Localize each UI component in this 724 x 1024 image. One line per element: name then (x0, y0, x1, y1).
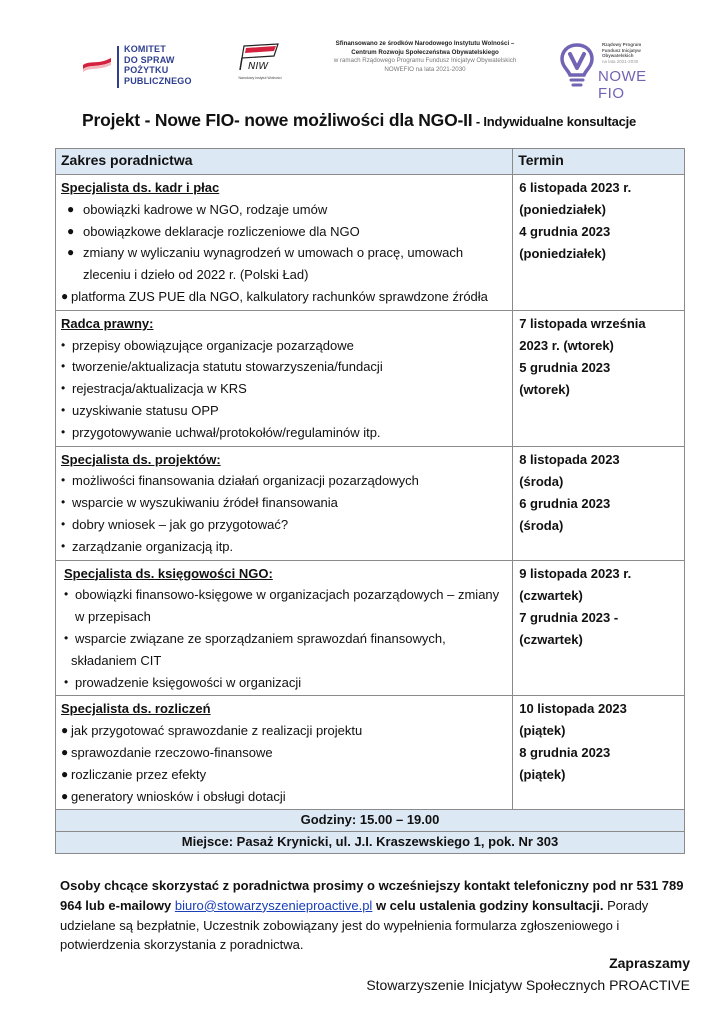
nowe-fio-logo (560, 40, 670, 102)
list-item: • możliwości finansowania działań organizacji pozarządowych (61, 470, 507, 492)
fio-small-line-2: Fundusz Inicjatyw (602, 47, 641, 53)
bullet-icon: ● (67, 245, 75, 260)
header-scope: Zakres poradnictwa (56, 149, 513, 175)
contact-paragraph (60, 876, 690, 955)
term-day: (środa) (519, 517, 564, 533)
term-day: (poniedziałek) (519, 246, 606, 261)
kdspp-line-1: KOMITET (124, 44, 166, 54)
term-date: 6 grudnia 2023 (519, 495, 611, 511)
list-item: ● generatory wniosków i obsługi dotacji (61, 786, 507, 808)
fio-wordmark: NOWE FIO (598, 68, 647, 102)
list-item: ● rozliczanie przez efekty (61, 764, 507, 786)
term-day: (poniedziałek) (519, 202, 606, 217)
scope-cell (56, 696, 513, 810)
table-row (56, 696, 685, 810)
term-date: 7 grudnia 2023 - (519, 609, 619, 625)
organization-name: Stowarzyszenie Inicjatyw Społecznych PROACTIVE (366, 977, 690, 993)
kdspp-line-3: POŻYTKU (124, 65, 169, 75)
email-link[interactable]: biuro@stowarzyszenieproactive.pl (174, 897, 373, 913)
bullet-icon: ● (67, 223, 75, 238)
term-day: (czwartek) (519, 631, 583, 647)
scope-cell (56, 310, 513, 446)
list-item: ● platforma ZUS PUE dla NGO, kalkulatory rachunków sprawdzone źródła (61, 286, 507, 308)
section-title: Specjalista ds. kadr i płac (61, 180, 220, 195)
bullet-icon: • (64, 630, 69, 645)
scope-cell (56, 175, 513, 311)
polish-flag-icon (82, 56, 112, 72)
kdspp-line-2: DO SPRAW (124, 54, 175, 65)
place-text: Miejsce: Pasaż Krynicki, ul. J.I. Kraszewskiego 1, pok. Nr 303 (56, 832, 685, 854)
bullet-icon: ● (67, 201, 75, 216)
niw-caption: Narodowy Instytut Wolności (238, 76, 282, 80)
fio-small-line-1: Rządowy Program (602, 42, 642, 47)
term-cell (513, 560, 685, 696)
list-item: ● jak przygotować sprawozdanie z realizacji projektu (61, 720, 507, 742)
term-date: 10 listopada 2023 (519, 701, 627, 717)
list-item: ● zmiany w wyliczaniu wynagrodzeń w umowach o pracę, umowach zleceniu i dzieło od 2022 r. (Polski Ład) (61, 242, 507, 286)
term-date: 6 listopada 2023 r. (519, 180, 632, 195)
section-title: Specjalista ds. księgowości NGO: (64, 565, 273, 581)
kdspp-line-4: PUBLICZNEGO (124, 75, 192, 86)
fio-small-line-3: Obywatelskich (602, 53, 634, 58)
page-title (82, 110, 636, 131)
table-row (56, 175, 685, 311)
bullet-icon: • (64, 587, 69, 602)
funding-line-2: Centrum Rozwoju Społeczeństwa Obywatelskiego (351, 48, 499, 56)
term-day: 2023 r. (wtorek) (519, 337, 614, 353)
list-item: • zarządzanie organizacją itp. (61, 536, 507, 558)
section-title: Specjalista ds. projektów: (61, 451, 221, 467)
list-item: • tworzenie/aktualizacja statutu stowarzyszenia/fundacji (61, 356, 507, 378)
term-date: 7 listopada września (519, 315, 646, 331)
funding-line-4: NOWEFIO na lata 2021-2030 (384, 65, 466, 73)
table-row (56, 560, 685, 696)
consultation-schedule-table (55, 148, 685, 854)
bullet-icon: • (61, 473, 66, 488)
bullet-icon: • (61, 359, 66, 374)
term-cell (513, 446, 685, 560)
contact-bold-1: Osoby chcące skorzystać z poradnictwa prosimy o wcześniejszy kontakt telefoniczny pod nr 531 789 964 lub e-mailowy (60, 878, 684, 913)
bullet-icon: • (61, 538, 66, 553)
list-item: • uzyskiwanie statusu OPP (61, 400, 507, 422)
hours-text: Godziny: 15.00 – 19.00 (56, 810, 685, 832)
bullet-icon: • (61, 337, 66, 352)
funding-line-3: w ramach Rządowego Programu Fundusz Inicjatyw Obywatelskich (333, 57, 517, 64)
sponsor-logos (0, 30, 724, 100)
hours-row (56, 810, 685, 832)
funding-line-1: Sfinansowano ze środków Narodowego Instytutu Wolności – (335, 40, 515, 47)
list-item: • prowadzenie księgowości w organizacji (61, 672, 507, 694)
contact-bold-2: w celu ustalenia godziny konsultacji. (372, 897, 604, 913)
list-item: • dobry wniosek – jak go przygotować? (61, 514, 507, 536)
bullet-icon: ● (61, 766, 69, 781)
header-term: Termin (513, 149, 685, 175)
bullet-icon: ● (61, 744, 69, 759)
funding-statement (300, 40, 550, 74)
table-header-row (56, 149, 685, 175)
bullet-icon: ● (61, 723, 69, 738)
term-day: (czwartek) (519, 587, 583, 603)
bullet-icon: • (64, 674, 69, 689)
niw-flag-icon (238, 42, 282, 72)
term-date: 9 listopada 2023 r. (519, 565, 632, 581)
invite-text: Zapraszamy (609, 955, 690, 971)
term-date: 8 listopada 2023 (519, 451, 620, 467)
list-item: ● obowiązki kadrowe w NGO, rodzaje umów (61, 199, 507, 221)
table-row (56, 446, 685, 560)
term-date: 8 grudnia 2023 (519, 745, 611, 761)
table-row (56, 310, 685, 446)
term-day: (piątek) (519, 723, 566, 739)
scope-cell (56, 446, 513, 560)
niw-logo (230, 40, 290, 90)
bullet-icon: • (61, 516, 66, 531)
term-cell (513, 696, 685, 810)
term-cell (513, 310, 685, 446)
contact-normal: Porady udzielane są bezpłatnie, Uczestnik zobowiązany jest do wypełnienia formularza zgłoszeniowego i potwierdzenia skorzystania z poradnictwa. (60, 897, 649, 953)
lightbulb-icon (560, 42, 594, 88)
list-item: ● sprawozdanie rzeczowo-finansowe (61, 742, 507, 764)
fio-small-line-4: na lata 2021-2030 (602, 58, 639, 64)
kdspp-logo (82, 42, 212, 92)
list-item: • rejestracja/aktualizacja w KRS (61, 378, 507, 400)
scope-cell (56, 560, 513, 696)
term-cell (513, 175, 685, 311)
logo-divider (117, 46, 119, 88)
section-title: Radca prawny: (61, 315, 154, 331)
title-sub: - Indywidualne konsultacje (472, 114, 637, 129)
list-item: • przygotowywanie uchwał/protokołów/regulaminów itp. (61, 422, 507, 444)
bullet-icon: ● (61, 288, 69, 303)
section-title: Specjalista ds. rozliczeń (61, 701, 211, 717)
term-day: (środa) (519, 473, 564, 489)
term-day: (wtorek) (519, 381, 570, 397)
place-row (56, 832, 685, 854)
bullet-icon: • (61, 402, 66, 417)
closing-signature (366, 952, 690, 996)
bullet-icon: • (61, 381, 66, 396)
list-item: ● obowiązkowe deklaracje rozliczeniowe dla NGO (61, 221, 507, 243)
term-date: 5 grudnia 2023 (519, 359, 611, 375)
svg-text:NIW: NIW (248, 61, 269, 72)
list-item: • wsparcie związane ze sporządzaniem sprawozdań finansowych, składaniem CIT (61, 628, 507, 672)
list-item: • obowiązki finansowo-księgowe w organizacjach pozarządowych – zmiany w przepisach (61, 584, 507, 628)
term-date: 4 grudnia 2023 (519, 224, 611, 239)
bullet-icon: • (61, 424, 66, 439)
bullet-icon: ● (61, 788, 69, 803)
list-item: • wsparcie w wyszukiwaniu źródeł finansowania (61, 492, 507, 514)
term-day: (piątek) (519, 767, 566, 783)
title-main: Projekt - Nowe FIO- nowe możliwości dla NGO-II (82, 110, 473, 130)
list-item: • przepisy obowiązujące organizacje pozarządowe (61, 335, 507, 357)
bullet-icon: • (61, 495, 66, 510)
